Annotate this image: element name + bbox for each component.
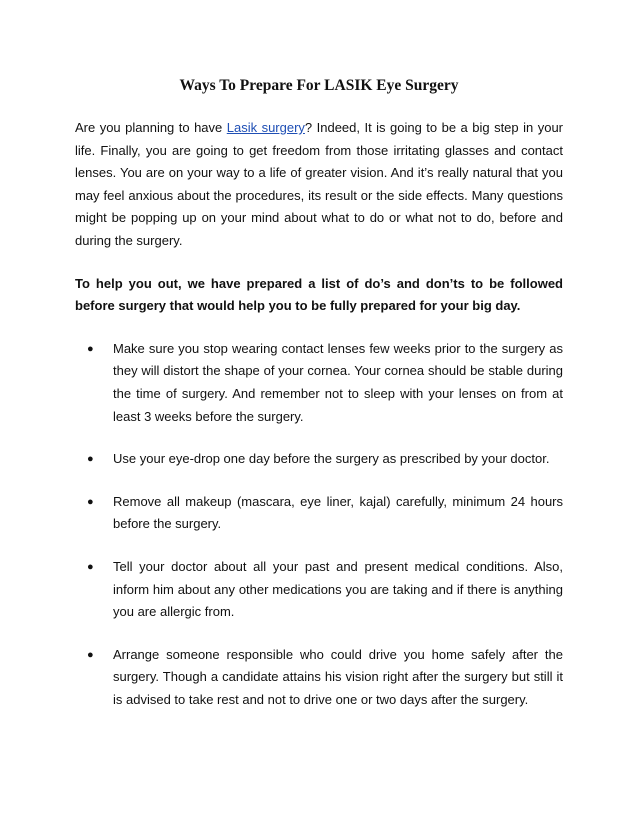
list-item-text: Use your eye-drop one day before the surgery as prescribed by your doctor. [113,451,550,467]
bullet-icon: ● [87,648,94,661]
bullet-icon: ● [87,560,94,573]
preparation-list [75,338,563,712]
list-item-text: Remove all makeup (mascara, eye liner, kajal) carefully, minimum 24 hours before the surgery. [113,493,563,532]
list-item-text: Tell your doctor about all your past and present medical conditions. Also, inform him about any other medications you are taking and if there is anything you are allergic from. [113,558,563,620]
intro-paragraph [75,117,563,253]
document-body [75,117,563,731]
list-item [75,448,563,471]
bullet-icon: ● [87,453,94,466]
list-item-text: Make sure you stop wearing contact lenses few weeks prior to the surgery as they will distort the shape of your cornea. Your cornea should be stable during the time of surgery. And remember not to sleep with your lenses on from at least 3 weeks before the surgery. [113,340,563,424]
list-item [75,338,563,428]
bullet-icon: ● [87,342,94,355]
intro-text-after-link: ? Indeed, It is going to be a big step in your life. Finally, you are going to get freedom from those irritating glasses and contact lenses. You are on your way to a life of greater vision. And it’s really natural that you may feel anxious about the procedures, its result or the side effects. Many questions might be popping up on your mind about what to do or what not to do, before and during the surgery. [75,120,563,248]
lead-paragraph: To help you out, we have prepared a list of do’s and don’ts to be followed before surgery that would help you to be fully prepared for your big day. [75,275,563,314]
document-title: Ways To Prepare For LASIK Eye Surgery [179,77,459,94]
lasik-surgery-link[interactable]: Lasik surgery [226,120,305,135]
list-item [75,644,563,712]
bullet-icon: ● [87,495,94,508]
list-item-text: Arrange someone responsible who could drive you home safely after the surgery. Though a candidate attains his vision right after the surgery but still it is advised to take rest and not to drive one or two days after the surgery. [113,646,563,707]
intro-text-before-link: Are you planning to have [75,120,227,135]
list-item [75,491,563,536]
list-item [75,556,563,624]
